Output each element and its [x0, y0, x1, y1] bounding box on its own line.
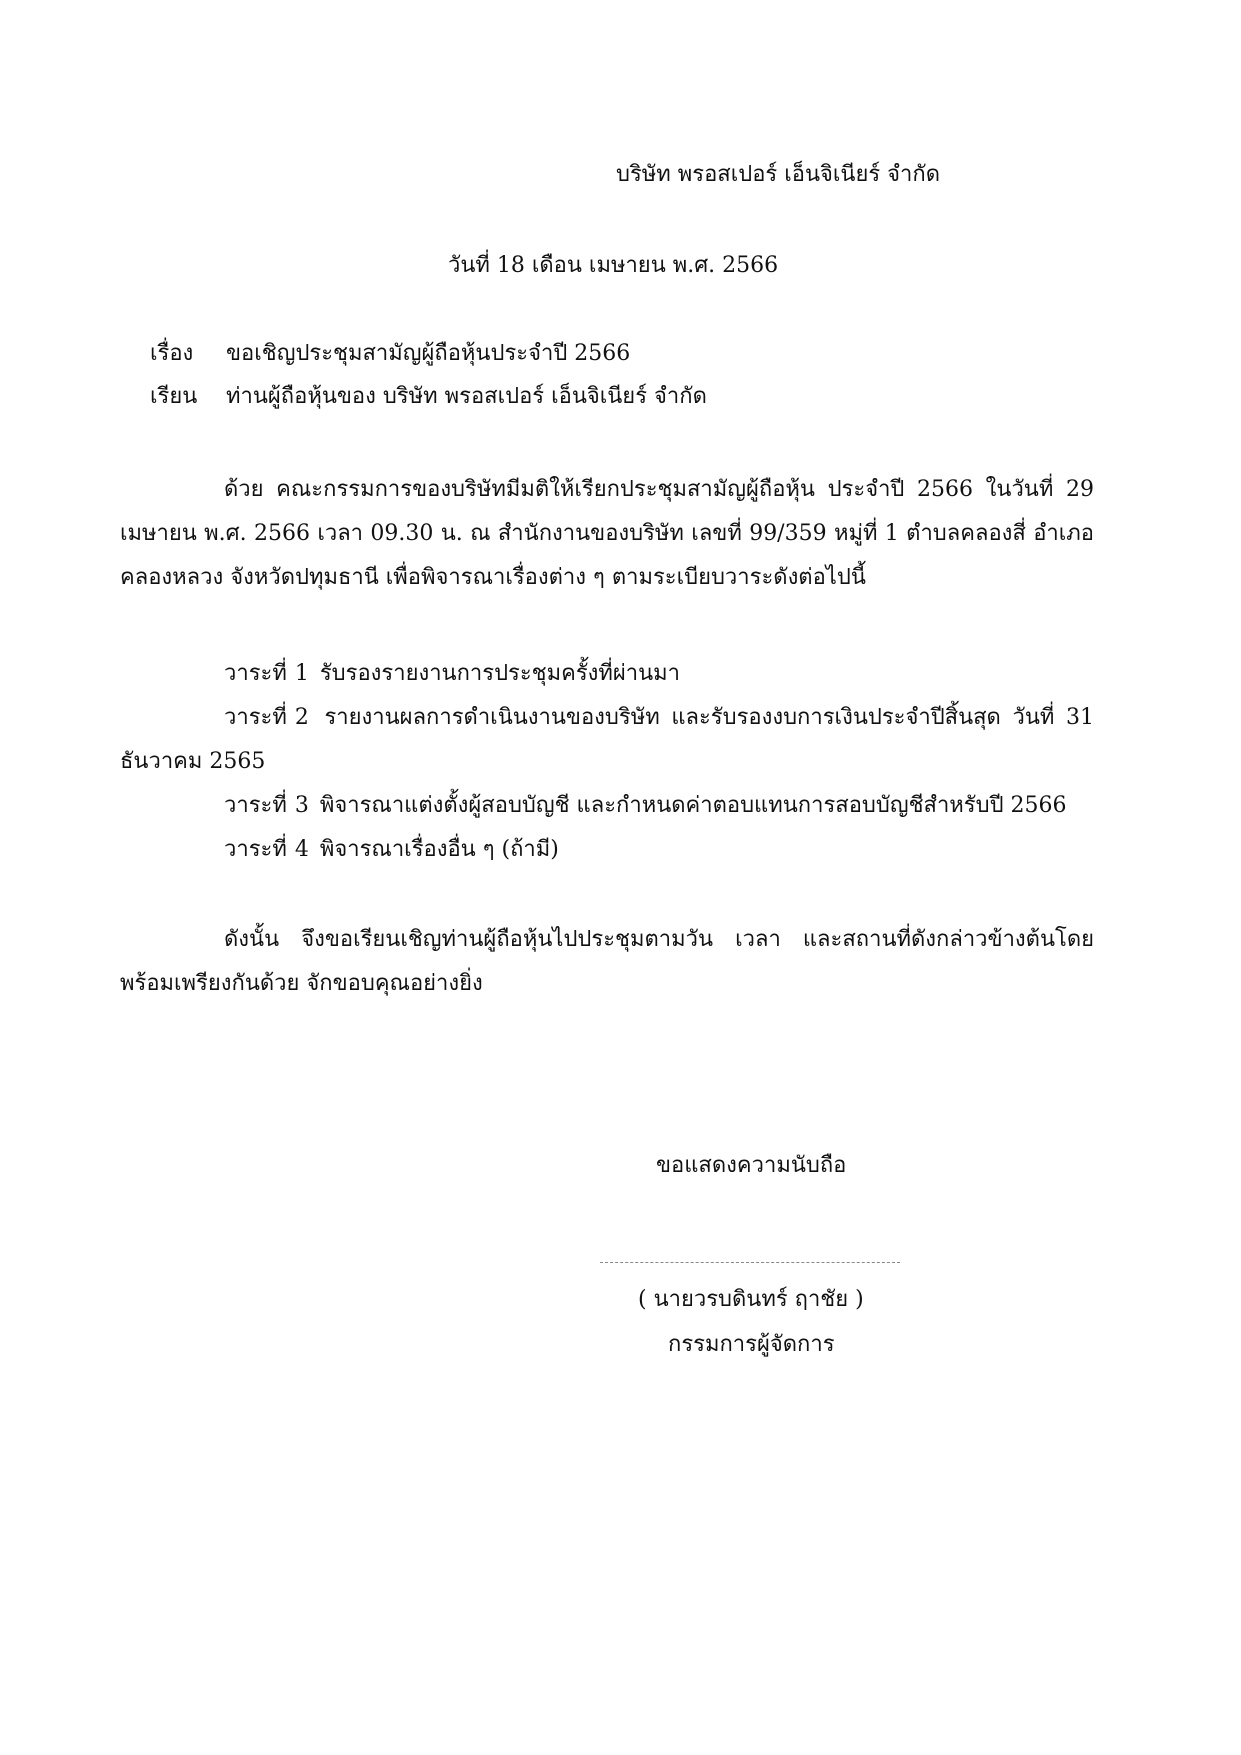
- agenda-item: [120, 784, 1094, 828]
- signer-position: กรรมการผู้จัดการ: [668, 1332, 835, 1357]
- to-label: เรียน: [150, 384, 198, 409]
- signature-line: [600, 1262, 900, 1263]
- agenda-item-label: วาระที่: [224, 837, 287, 862]
- agenda-item-label: วาระที่: [224, 793, 287, 818]
- agenda-item-text: รายงานผลการดำเนินงานของบริษัท และรับรองงบการเงินประจำปีสิ้นสุด วันที่ 31 ธันวาคม 2565: [120, 705, 1094, 774]
- company-header: บริษัท พรอสเปอร์ เอ็นจิเนียร์ จำกัด: [616, 162, 941, 187]
- agenda-item-label: วาระที่: [224, 661, 287, 686]
- agenda-item-text: รับรองรายงานการประชุมครั้งที่ผ่านมา: [319, 661, 681, 686]
- intro-paragraph: ด้วย คณะกรรมการของบริษัทมีมติให้เรียกประชุมสามัญผู้ถือหุ้น ประจำปี 2566 ในวันที่ 29 เมษายน พ.ศ. 2566 เวลา 09.30 น. ณ สำนักงานของบริษัท เลขที่ 99/359 หมู่ที่ 1 ตำบลคลองสี่ อำเภอคลองหลวง จังหวัดปทุมธานี เพื่อพิจารณาเรื่องต่าง ๆ ตามระเบียบวาระดังต่อไปนี้: [120, 477, 1094, 590]
- to-text: ท่านผู้ถือหุ้นของ บริษัท พรอสเปอร์ เอ็นจิเนียร์ จำกัด: [226, 384, 707, 409]
- date-line: วันที่ 18 เดือน เมษายน พ.ศ. 2566: [448, 253, 779, 278]
- regards-text: ขอแสดงความนับถือ: [656, 1153, 847, 1178]
- agenda-item-label: วาระที่: [224, 705, 287, 730]
- agenda-item-text: พิจารณาแต่งตั้งผู้สอบบัญชี และกำหนดค่าตอบแทนการสอบบัญชีสำหรับปี 2566: [319, 793, 1067, 818]
- agenda-item-number: 4: [294, 837, 309, 862]
- signer-name: ( นายวรบดินทร์ ฤาชัย ): [638, 1287, 864, 1312]
- subject-text: ขอเชิญประชุมสามัญผู้ถือหุ้นประจำปี 2566: [226, 341, 631, 366]
- subject-label: เรื่อง: [150, 341, 194, 366]
- agenda-item: [120, 652, 1094, 696]
- agenda-item: [120, 696, 1094, 784]
- agenda-item-number: 1: [294, 661, 309, 686]
- agenda-item-number: 2: [294, 705, 309, 730]
- agenda-item: [120, 828, 1094, 872]
- agenda-item-number: 3: [294, 793, 309, 818]
- agenda-list: [120, 652, 1094, 872]
- closing-paragraph: ดังนั้น จึงขอเรียนเชิญท่านผู้ถือหุ้นไปประชุมตามวัน เวลา และสถานที่ดังกล่าวข้างต้นโดยพร้อมเพรียงกันด้วย จักขอบคุณอย่างยิ่ง: [120, 927, 1094, 996]
- agenda-item-text: พิจารณาเรื่องอื่น ๆ (ถ้ามี): [319, 837, 559, 862]
